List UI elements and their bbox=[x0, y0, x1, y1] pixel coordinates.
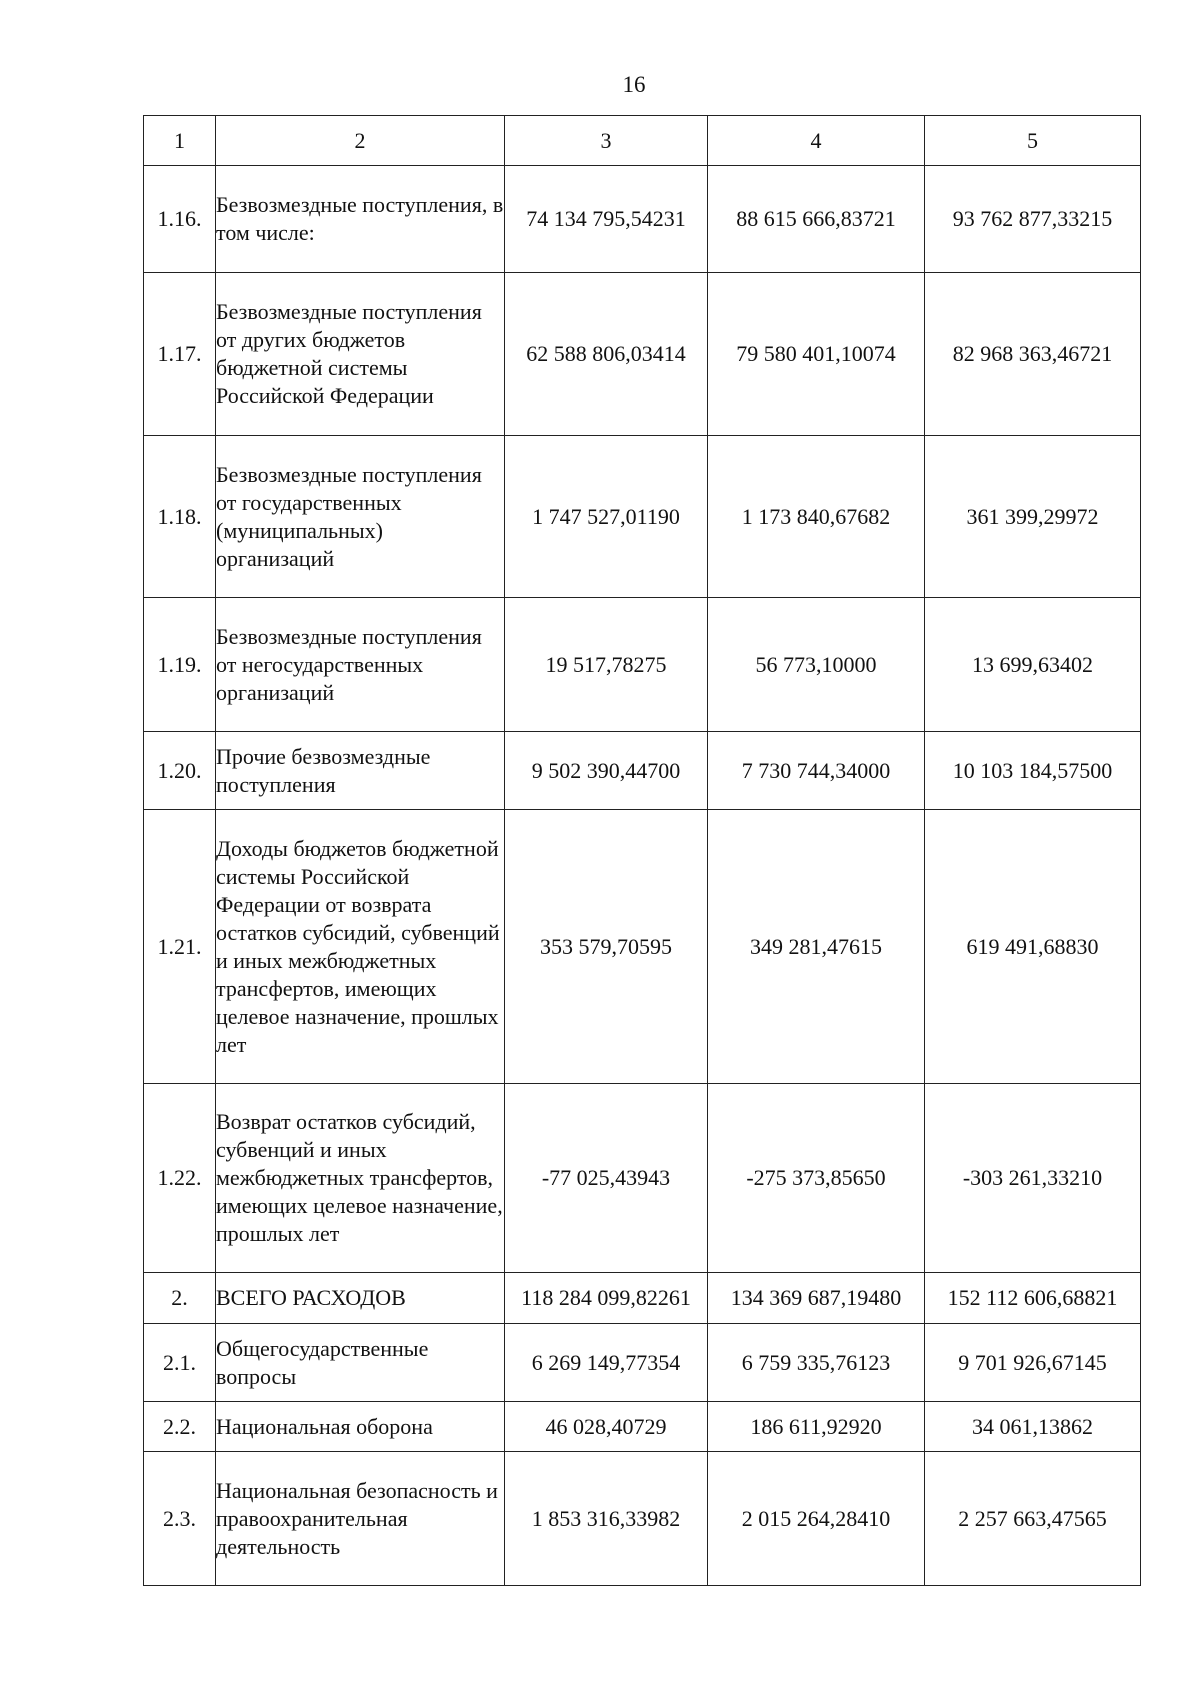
table-row bbox=[144, 166, 1141, 273]
row-value-col3: 118 284 099,82261 bbox=[505, 1273, 708, 1324]
row-value-col5: 93 762 877,33215 bbox=[925, 166, 1141, 273]
row-value-col4: 6 759 335,76123 bbox=[708, 1324, 925, 1402]
row-description: Безвозмездные поступления от других бюджетов бюджетной системы Российской Федерации bbox=[216, 273, 505, 436]
row-value-col3: 46 028,40729 bbox=[505, 1402, 708, 1452]
header-cell: 4 bbox=[708, 116, 925, 166]
table-row bbox=[144, 1452, 1141, 1586]
row-description: ВСЕГО РАСХОДОВ bbox=[216, 1273, 505, 1324]
row-number: 2.3. bbox=[144, 1452, 216, 1586]
row-value-col4: 79 580 401,10074 bbox=[708, 273, 925, 436]
row-value-col4: 88 615 666,83721 bbox=[708, 166, 925, 273]
row-description: Национальная безопасность и правоохранительная деятельность bbox=[216, 1452, 505, 1586]
row-value-col3: 6 269 149,77354 bbox=[505, 1324, 708, 1402]
row-description: Возврат остатков субсидий, субвенций и иных межбюджетных трансфертов, имеющих целевое назначение, прошлых лет bbox=[216, 1084, 505, 1273]
row-value-col5: 152 112 606,68821 bbox=[925, 1273, 1141, 1324]
table-row bbox=[144, 1402, 1141, 1452]
row-value-col4: 56 773,10000 bbox=[708, 598, 925, 732]
row-value-col5: 82 968 363,46721 bbox=[925, 273, 1141, 436]
row-value-col4: 349 281,47615 bbox=[708, 810, 925, 1084]
row-description: Доходы бюджетов бюджетной системы Российской Федерации от возврата остатков субсидий, субвенций и иных межбюджетных трансфертов, имеющих целевое назначение, прошлых лет bbox=[216, 810, 505, 1084]
row-value-col5: 619 491,68830 bbox=[925, 810, 1141, 1084]
row-value-col5: 13 699,63402 bbox=[925, 598, 1141, 732]
row-value-col3: 1 853 316,33982 bbox=[505, 1452, 708, 1586]
row-value-col4: 186 611,92920 bbox=[708, 1402, 925, 1452]
table-row bbox=[144, 273, 1141, 436]
header-cell: 2 bbox=[216, 116, 505, 166]
row-value-col4: -275 373,85650 bbox=[708, 1084, 925, 1273]
row-number: 1.19. bbox=[144, 598, 216, 732]
row-number: 1.21. bbox=[144, 810, 216, 1084]
row-number: 2.1. bbox=[144, 1324, 216, 1402]
row-value-col5: 10 103 184,57500 bbox=[925, 732, 1141, 810]
row-number: 2. bbox=[144, 1273, 216, 1324]
row-value-col3: 74 134 795,54231 bbox=[505, 166, 708, 273]
header-cell: 5 bbox=[925, 116, 1141, 166]
row-value-col3: 1 747 527,01190 bbox=[505, 436, 708, 598]
row-value-col4: 7 730 744,34000 bbox=[708, 732, 925, 810]
page-number: 16 bbox=[622, 72, 646, 97]
row-description: Безвозмездные поступления, в том числе: bbox=[216, 166, 505, 273]
row-number: 1.20. bbox=[144, 732, 216, 810]
table-row bbox=[144, 1273, 1141, 1324]
row-value-col3: 62 588 806,03414 bbox=[505, 273, 708, 436]
table-row bbox=[144, 436, 1141, 598]
row-number: 1.16. bbox=[144, 166, 216, 273]
table-row bbox=[144, 1084, 1141, 1273]
row-description: Общегосударственные вопросы bbox=[216, 1324, 505, 1402]
table-header-row bbox=[144, 116, 1141, 166]
row-value-col3: 9 502 390,44700 bbox=[505, 732, 708, 810]
row-value-col5: 9 701 926,67145 bbox=[925, 1324, 1141, 1402]
row-value-col4: 134 369 687,19480 bbox=[708, 1273, 925, 1324]
row-value-col4: 2 015 264,28410 bbox=[708, 1452, 925, 1586]
header-cell: 1 bbox=[144, 116, 216, 166]
row-number: 1.17. bbox=[144, 273, 216, 436]
row-value-col3: 19 517,78275 bbox=[505, 598, 708, 732]
row-value-col3: -77 025,43943 bbox=[505, 1084, 708, 1273]
row-value-col5: -303 261,33210 bbox=[925, 1084, 1141, 1273]
row-number: 1.18. bbox=[144, 436, 216, 598]
row-description: Национальная оборона bbox=[216, 1402, 505, 1452]
row-number: 1.22. bbox=[144, 1084, 216, 1273]
row-number: 2.2. bbox=[144, 1402, 216, 1452]
row-value-col4: 1 173 840,67682 bbox=[708, 436, 925, 598]
row-description: Безвозмездные поступления от государственных (муниципальных) организаций bbox=[216, 436, 505, 598]
header-cell: 3 bbox=[505, 116, 708, 166]
table-row bbox=[144, 598, 1141, 732]
budget-table bbox=[143, 115, 1141, 1586]
row-value-col3: 353 579,70595 bbox=[505, 810, 708, 1084]
table-row bbox=[144, 1324, 1141, 1402]
row-value-col5: 2 257 663,47565 bbox=[925, 1452, 1141, 1586]
table-row bbox=[144, 732, 1141, 810]
table-row bbox=[144, 810, 1141, 1084]
row-description: Безвозмездные поступления от негосударственных организаций bbox=[216, 598, 505, 732]
row-value-col5: 361 399,29972 bbox=[925, 436, 1141, 598]
row-description: Прочие безвозмездные поступления bbox=[216, 732, 505, 810]
row-value-col5: 34 061,13862 bbox=[925, 1402, 1141, 1452]
